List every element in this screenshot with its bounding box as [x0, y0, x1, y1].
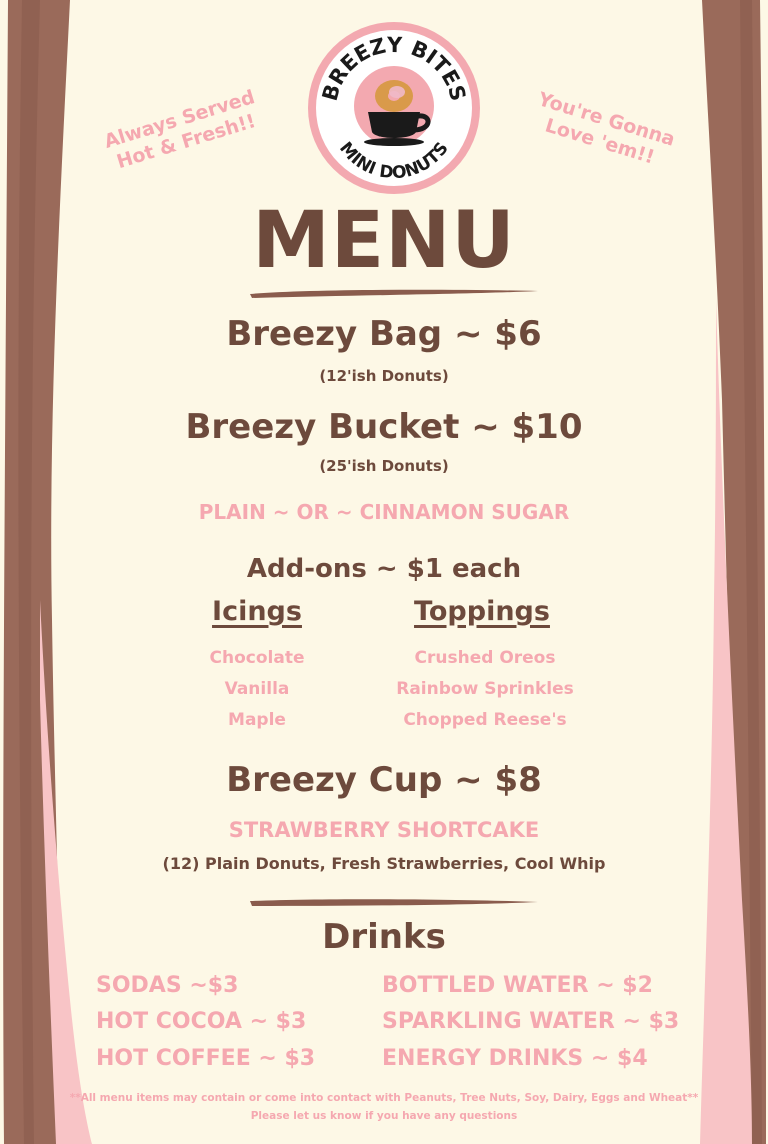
item-cup-name: Breezy Cup ~ $8 — [226, 760, 542, 800]
questions-note: Please let us know if you have any questions — [250, 1110, 518, 1122]
item-bag-name: Breezy Bag ~ $6 — [226, 314, 542, 354]
toppings-title: Toppings — [414, 596, 550, 627]
logo-bottom-text: MINI DONUTS — [335, 138, 453, 184]
drinks-title: Drinks — [322, 917, 446, 957]
brush-divider-bottom — [248, 896, 540, 908]
drink-item: ENERGY DRINKS ~ $4 — [382, 1046, 648, 1071]
drink-item: BOTTLED WATER ~ $2 — [382, 973, 653, 998]
addons-title: Add-ons ~ $1 each — [246, 554, 522, 584]
drink-item: HOT COCOA ~ $3 — [96, 1009, 307, 1034]
icings-title: Icings — [212, 596, 302, 627]
item-cup-detail: (12) Plain Donuts, Fresh Strawberries, Cool Whip — [162, 854, 606, 873]
donut-in-cup-icon — [354, 66, 434, 146]
logo-top-text: BREEZY BITES — [317, 32, 471, 104]
drink-item: SPARKLING WATER ~ $3 — [382, 1009, 680, 1034]
brush-divider-top — [248, 287, 540, 299]
item-bag-detail: (12'ish Donuts) — [319, 367, 449, 385]
list-item: Crushed Oreos — [414, 648, 556, 668]
flavor-options: PLAIN ~ OR ~ CINNAMON SUGAR — [198, 500, 570, 524]
item-bucket-detail: (25'ish Donuts) — [319, 457, 449, 475]
list-item: Chopped Reese's — [403, 710, 567, 730]
list-item: Maple — [228, 710, 286, 730]
item-bucket-name: Breezy Bucket ~ $10 — [185, 407, 583, 447]
menu-title: MENU — [252, 196, 516, 286]
drink-item: HOT COFFEE ~ $3 — [96, 1046, 316, 1071]
list-item: Rainbow Sprinkles — [396, 679, 574, 699]
tagline-right: You're Gonna Love 'em!! — [535, 88, 678, 169]
list-item: Chocolate — [209, 648, 305, 668]
item-cup-flavor: STRAWBERRY SHORTCAKE — [228, 818, 540, 842]
brand-logo — [308, 22, 480, 194]
toppings-list — [370, 643, 600, 736]
icings-list — [160, 643, 354, 736]
drink-item: SODAS ~$3 — [96, 973, 239, 998]
allergen-disclaimer: **All menu items may contain or come into contact with Peanuts, Tree Nuts, Soy, Dairy, Eggs and Wheat** — [69, 1092, 699, 1104]
list-item: Vanilla — [224, 679, 290, 699]
tagline-left: Always Served Hot & Fresh!! — [101, 86, 259, 174]
